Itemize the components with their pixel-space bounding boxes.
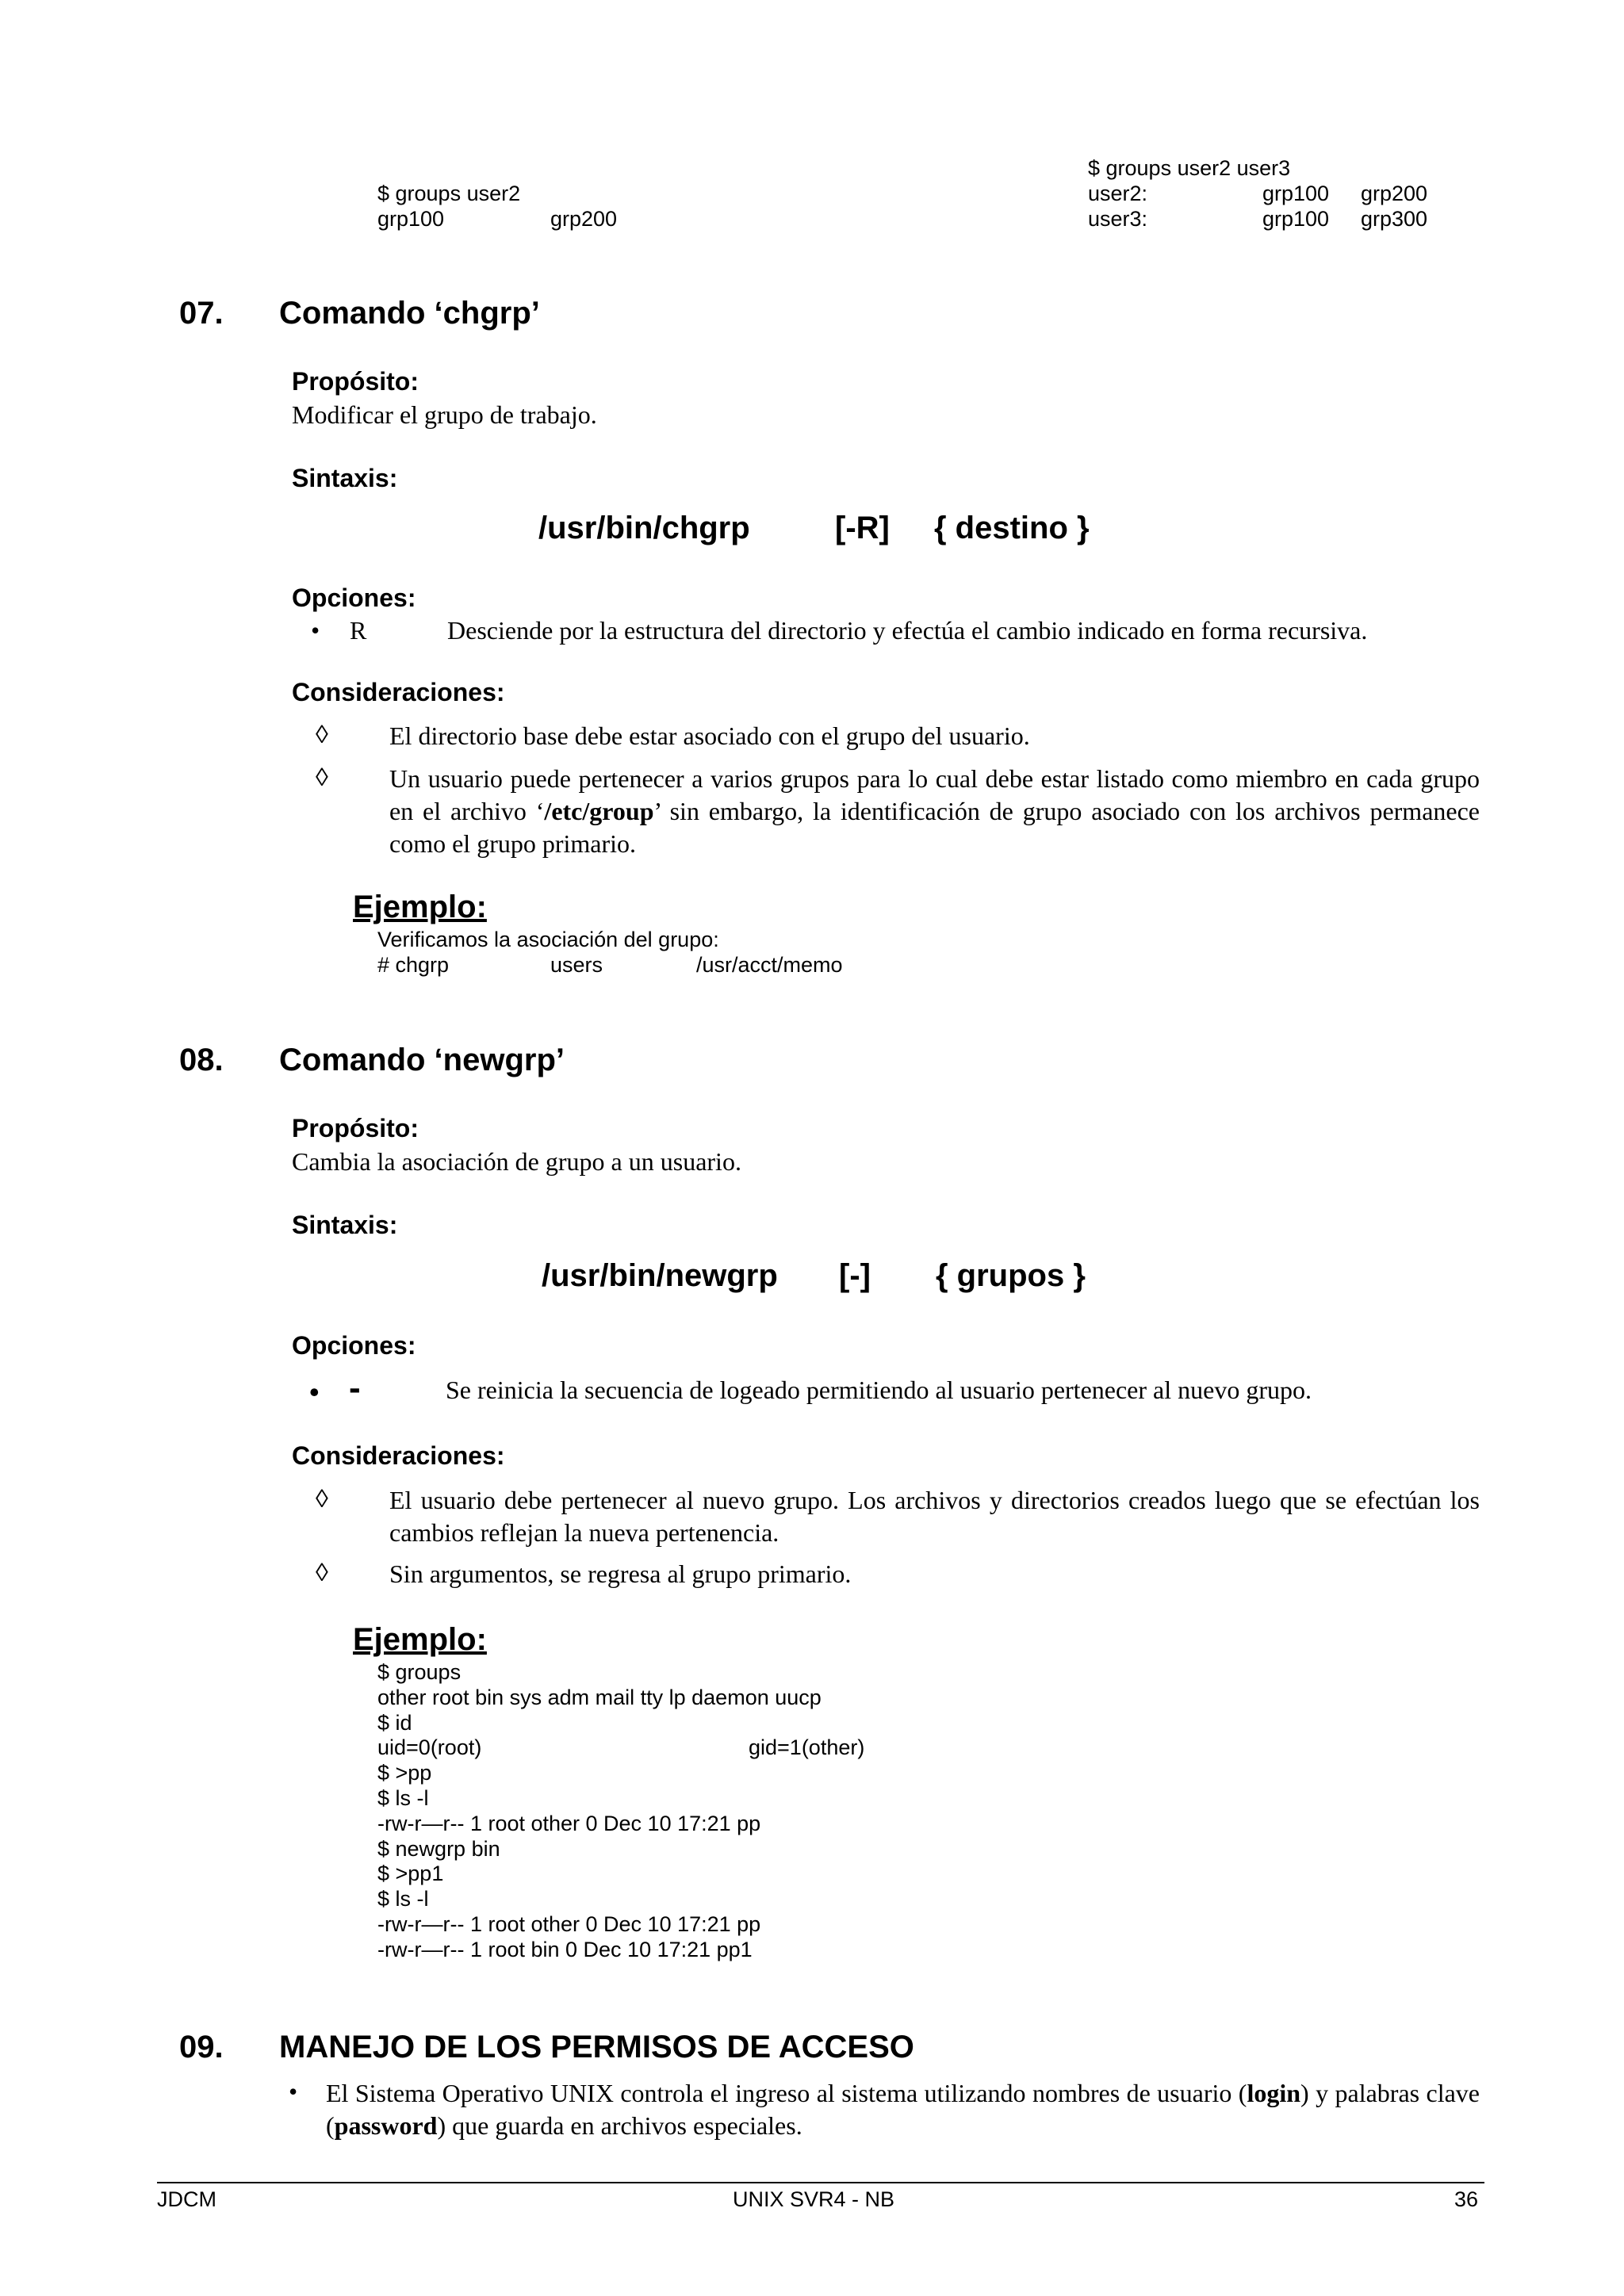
syntax-command: /usr/bin/chgrp bbox=[538, 511, 750, 545]
proposito-label: Propósito: bbox=[292, 367, 419, 396]
syntax-option: [-] bbox=[839, 1258, 871, 1293]
syntax-argument: { destino } bbox=[934, 511, 1090, 545]
top-right-row-group: grp100 bbox=[1262, 182, 1330, 205]
term-bold: password bbox=[334, 2111, 438, 2140]
proposito-text: Modificar el grupo de trabajo. bbox=[292, 400, 597, 429]
option-description: Desciende por la estructura del directorio y efectúa el cambio indicado en forma recursiva. bbox=[447, 616, 1368, 645]
code-line: -rw-r—r-- 1 root bin 0 Dec 10 17:21 pp1 bbox=[377, 1937, 753, 1961]
text-run: ’ sin embargo, la identificación de grupo asociado con los archivos permanece como el grupo primario. bbox=[389, 797, 1480, 858]
diamond-marker: ◊ bbox=[316, 763, 328, 791]
syntax-argument: { grupos } bbox=[936, 1258, 1086, 1293]
ejemplo-heading: Ejemplo: bbox=[353, 1622, 487, 1657]
option-bullet: • bbox=[311, 616, 320, 645]
code-line: other root bin sys adm mail tty lp daemon uucp bbox=[377, 1685, 822, 1709]
option-bullet: • bbox=[309, 1376, 320, 1408]
option-flag: - bbox=[349, 1368, 361, 1407]
text-run: ) y palabras clave ( bbox=[326, 2079, 1480, 2140]
bullet-marker: • bbox=[289, 2077, 298, 2106]
section-title: MANEJO DE LOS PERMISOS DE ACCESO bbox=[279, 2030, 914, 2064]
code-gid: gid=1(other) bbox=[749, 1735, 865, 1760]
option-flag: R bbox=[350, 616, 367, 645]
code-line bbox=[377, 1735, 865, 1761]
text-run: Un usuario puede pertenecer a varios grupos para lo cual debe estar listado como miembro en cada grupo en el archivo ‘ bbox=[389, 764, 1480, 825]
example-code-block bbox=[377, 1660, 865, 1963]
top-right-command: $ groups user2 user3 bbox=[1088, 156, 1291, 180]
top-left-output-2: grp200 bbox=[550, 207, 618, 231]
code-line: $ >pp bbox=[377, 1761, 432, 1785]
diamond-marker: ◊ bbox=[316, 720, 328, 748]
diamond-marker: ◊ bbox=[316, 1484, 328, 1513]
example-path: /usr/acct/memo bbox=[696, 953, 843, 977]
section-title: Comando ‘chgrp’ bbox=[279, 296, 540, 331]
path-bold: /etc/group bbox=[544, 797, 654, 825]
sintaxis-label: Sintaxis: bbox=[292, 464, 398, 492]
code-line: $ groups bbox=[377, 1660, 462, 1684]
proposito-label: Propósito: bbox=[292, 1114, 419, 1142]
top-left-output-1: grp100 bbox=[377, 207, 445, 231]
top-right-row-user: user3: bbox=[1088, 207, 1148, 231]
opciones-label: Opciones: bbox=[292, 1331, 416, 1360]
opciones-label: Opciones: bbox=[292, 584, 416, 612]
code-line: $ >pp1 bbox=[377, 1862, 444, 1886]
page-number: 36 bbox=[1454, 2187, 1479, 2211]
sintaxis-label: Sintaxis: bbox=[292, 1211, 398, 1239]
syntax-option: [-R] bbox=[835, 511, 890, 545]
code-line: -rw-r—r-- 1 root other 0 Dec 10 17:21 pp bbox=[377, 1911, 761, 1936]
example-line: Verificamos la asociación del grupo: bbox=[377, 928, 719, 951]
consideration-text bbox=[389, 763, 1480, 860]
footer-title: UNIX SVR4 - NB bbox=[733, 2187, 895, 2211]
consideration-text: Sin argumentos, se regresa al grupo primario. bbox=[389, 1559, 852, 1588]
example-command: # chgrp bbox=[377, 953, 450, 977]
section-title: Comando ‘newgrp’ bbox=[279, 1043, 565, 1077]
consideraciones-label: Consideraciones: bbox=[292, 1441, 505, 1470]
section-number: 07. bbox=[179, 296, 224, 331]
top-right-row-group: grp300 bbox=[1361, 207, 1428, 231]
proposito-text: Cambia la asociación de grupo a un usuario. bbox=[292, 1147, 741, 1176]
consideration-text: El directorio base debe estar asociado con el grupo del usuario. bbox=[389, 721, 1030, 750]
code-line: $ id bbox=[377, 1710, 412, 1735]
consideraciones-label: Consideraciones: bbox=[292, 678, 505, 706]
diamond-marker: ◊ bbox=[316, 1558, 328, 1586]
code-line: -rw-r—r-- 1 root other 0 Dec 10 17:21 pp bbox=[377, 1811, 761, 1835]
code-line: $ ls -l bbox=[377, 1887, 429, 1911]
top-right-row-group: grp100 bbox=[1262, 207, 1330, 231]
top-left-command: $ groups user2 bbox=[377, 182, 521, 205]
footer-author: JDCM bbox=[157, 2187, 216, 2211]
example-argument: users bbox=[550, 953, 603, 977]
top-right-row-group: grp200 bbox=[1361, 182, 1428, 205]
ejemplo-heading: Ejemplo: bbox=[353, 890, 487, 924]
paragraph bbox=[326, 2077, 1480, 2142]
text-run: El Sistema Operativo UNIX controla el ingreso al sistema utilizando nombres de usuario ( bbox=[326, 2079, 1247, 2107]
footer-divider bbox=[157, 2182, 1484, 2183]
term-bold: login bbox=[1247, 2079, 1301, 2107]
consideration-text: El usuario debe pertenecer al nuevo grupo. Los archivos y directorios creados luego que se efectúan los cambios reflejan la nueva pertenencia. bbox=[389, 1486, 1480, 1547]
code-uid: uid=0(root) bbox=[377, 1735, 482, 1760]
top-right-row-user: user2: bbox=[1088, 182, 1148, 205]
option-description: Se reinicia la secuencia de logeado permitiendo al usuario pertenecer al nuevo grupo. bbox=[446, 1376, 1312, 1404]
text-run: ) que guarda en archivos especiales. bbox=[437, 2111, 802, 2140]
section-number: 09. bbox=[179, 2030, 224, 2064]
code-line: $ ls -l bbox=[377, 1785, 429, 1810]
syntax-command: /usr/bin/newgrp bbox=[542, 1258, 778, 1293]
code-line: $ newgrp bin bbox=[377, 1836, 500, 1861]
section-number: 08. bbox=[179, 1043, 224, 1077]
